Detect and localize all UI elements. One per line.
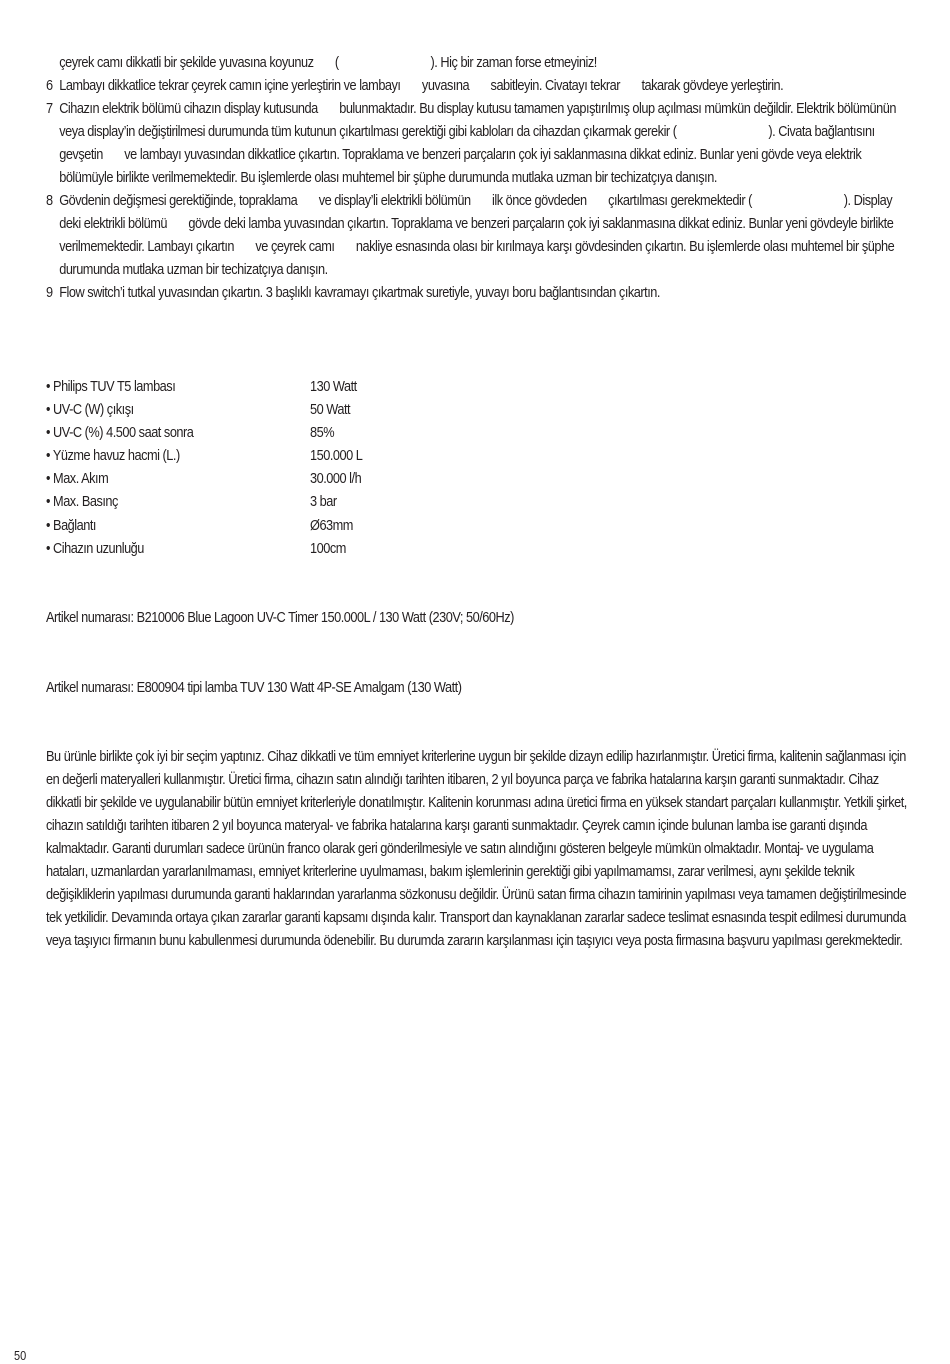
spec-value: 3 bar [310, 494, 337, 511]
spec-list [46, 376, 362, 561]
instruction-step [46, 190, 915, 282]
step-text: çeyrek camı dikkatli bir şekilde yuvasına koyunuz ( ). Hiç bir zaman forse etmeyiniz! [59, 55, 597, 71]
step-number: 9 [46, 285, 53, 301]
spec-row [46, 491, 362, 514]
spec-label: • UV-C (W) çıkışı [46, 402, 134, 419]
spec-label: • Cihazın uzunluğu [46, 540, 144, 557]
instruction-step [46, 75, 915, 98]
spec-row [46, 538, 362, 561]
spec-value: 150.000 L [310, 448, 363, 465]
spec-label: • UV-C (%) 4.500 saat sonra [46, 425, 194, 442]
spec-label: • Bağlantı [46, 517, 96, 534]
spec-row [46, 468, 362, 491]
instruction-step [46, 282, 915, 305]
spec-row [46, 422, 362, 445]
instruction-steps [46, 52, 915, 305]
spec-value: 130 Watt [310, 379, 357, 395]
warranty-paragraph: Bu ürünle birlikte çok iyi bir seçim yaptınız. Cihaz dikkatli ve tüm emniyet kriterlerine uygun bir şekilde dizayn edilip hazırlanmıştır. Üretici firma, kalitenin sağlanması için en değerli materyalleri kullanmıştır. Üretici firma, cihazın satın alındığı tarihten itibaren, 2 yıl boyunca parça ve fabrika hatalarına karşın garanti sunmaktadır. Cihaz dikkatli bir şekilde ve uygulanabilir bütün emniyet kriterleriyle donatılmıştır. Kalitenin korunması adına üretici firma en yüksek standart parçaları kullanmıştır. Yetkili şirket, cihazın satıldığı tarihten itibaren 2 yıl boyunca materyal- ve fabrika hatalarına karşı garanti sunmaktadır. Çeyrek camın içinde bulunan lamba ise garanti dışında kalmaktadır. Garanti durumları sadece ürünün franco olarak geri gönderilmesiyle ve satın alındığını gösteren belgeyle mümkün olmaktadır. Montaj- ve uygulama hataları, uzmanlardan yararlanılmaması, emniyet kriterlerine uyulmaması, bakım işlemlerinin gerektiği gibi yapılmamamsı, zarar verilmesi, aynı şekilde teknik değişikliklerin yapılması durumunda garanti haklarından yararlanma sözkonusu değildir. Ürünü satan firma cihazın tamirinin yapılması veya tamamen değiştirilmesinde tek yetkilidir. Devamında ortaya çıkan zararlar garanti kapsamı dışında kalır. Transport dan kaynaklanan zararlar sadece teslimat esnasında tespit edilmesi durumunda veya taşıyıcı firmanın bunu kabullenmesi durumunda ödenebilir. Bu durumda zararın karşılanması için taşıyıcı veya posta firmasına başvuru yapılması gerekmektedir. [46, 749, 907, 949]
spec-value: 85% [310, 425, 335, 442]
article-number-device: Artikel numarası: B210006 Blue Lagoon UV-C Timer 150.000L / 130 Watt (230V; 50/60Hz) [46, 610, 514, 626]
instruction-step [46, 98, 915, 190]
spec-row [46, 515, 362, 538]
spec-value: Ø63mm [310, 517, 353, 534]
step-text: Gövdenin değişmesi gerektiğinde, topraklama ve display’li elektrikli bölümün ilk önce gövdeden çıkartılması gerekmektedir ( ). Display deki elektrikli bölümü gövde deki lamba yuvasından çıkartın. Topraklama ve benzeri parçaların çok iyi saklanmasına dikkat ediniz. Bunlar yeni gövdeyle birlikte verilmemektedir. Lambayı çıkartın ve çeyrek camı nakliye esnasında olası bir kırılmaya karşı gövdesinden çıkartın. Bu işlemlerde olası muhtemel bir şüphe durumunda mutlaka uzman bir techizatçıya danışın. [59, 193, 898, 278]
step-number: 7 [46, 101, 53, 117]
spec-label: • Yüzme havuz hacmi (L.) [46, 448, 180, 465]
step-number: 6 [46, 78, 53, 94]
spec-row [46, 399, 362, 422]
step-text: Lambayı dikkatlice tekrar çeyrek camın içine yerleştirin ve lambayı yuvasına sabitleyin. Civatayı tekrar takarak gövdeye yerleştirin. [59, 78, 784, 94]
step-number: 8 [46, 193, 53, 209]
step-text: Cihazın elektrik bölümü cihazın display kutusunda bulunmaktadır. Bu display kutusu tamamen yapıştırılmış olup açılması mümkün değildir. Elektrik bölümünün veya display’in değiştirilmesi durumunda tüm kutunun çıkartılması gerektiği gibi kabloları da cihazdan çıkarmak gerekir ( ). Civata bağlantısını gevşetin ve lambayı yuvasından dikkatlice çıkartın. Topraklama ve benzeri parçaların çok iyi saklanmasına dikkat ediniz. Bunlar yeni gövde veya elektrik bölümüyle birlikte verilmemektedir. Bu işlemlerde olası muhtemel bir şüphe durumunda mutlaka uzman bir techizatçıya danışın. [59, 101, 900, 186]
page-number: 50 [14, 1349, 27, 1363]
spec-label: • Max. Akım [46, 471, 109, 488]
spec-value: 30.000 l/h [310, 471, 362, 488]
article-number-lamp: Artikel numarası: E800904 tipi lamba TUV 130 Watt 4P-SE Amalgam (130 Watt) [46, 680, 462, 696]
spec-value: 100cm [310, 540, 346, 557]
step-text: Flow switch’i tutkal yuvasından çıkartın. 3 başlıklı kavramayı çıkartmak suretiyle, yuvayı boru bağlantısından çıkartın. [59, 285, 660, 301]
spec-row [46, 376, 362, 399]
spec-label: • Max. Basınç [46, 494, 118, 511]
spec-value: 50 Watt [310, 402, 351, 419]
spec-label: • Philips TUV T5 lambası [46, 379, 176, 395]
spec-row [46, 445, 362, 468]
instruction-step [46, 52, 915, 75]
